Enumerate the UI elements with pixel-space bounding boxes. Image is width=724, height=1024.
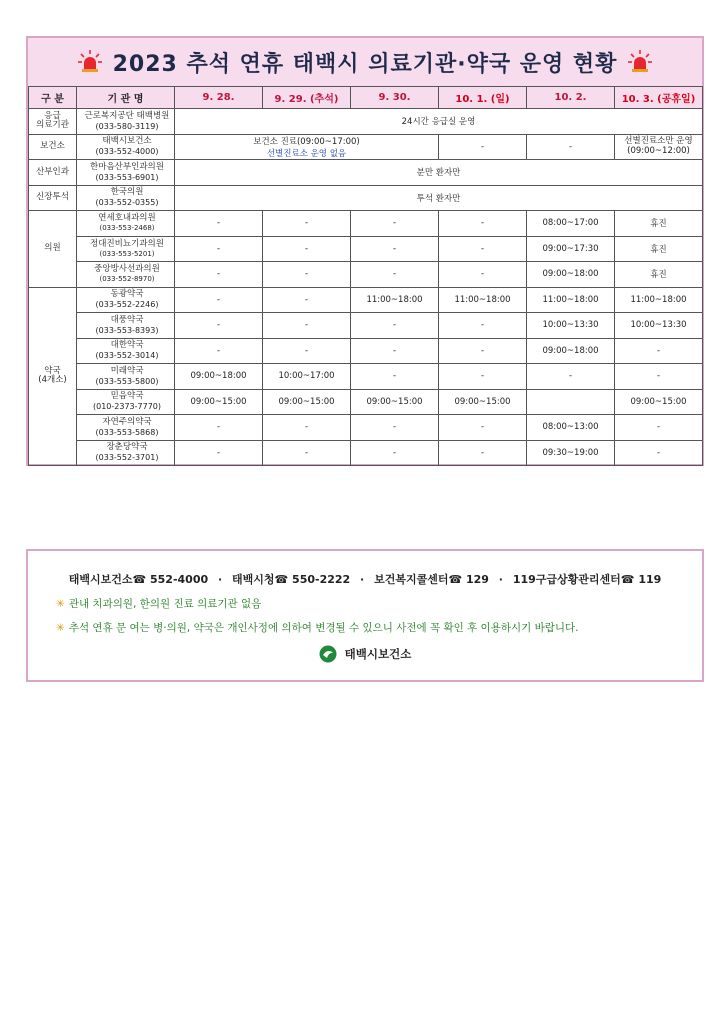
table-row <box>29 211 703 237</box>
schedule-cell: - <box>263 211 351 237</box>
institution-cell <box>77 338 175 364</box>
institution-cell <box>77 287 175 313</box>
note-text: 관내 치과의원, 한의원 진료 의료기관 없음 <box>68 598 262 610</box>
page-title: 2023 추석 연휴 태백시 의료기관·약국 운영 현황 <box>112 51 618 77</box>
schedule-cell: 휴진 <box>615 262 703 288</box>
schedule-cell: - <box>439 313 527 339</box>
institution-name: 대한약국 <box>110 340 144 351</box>
span-note: 선별진료소 운영 없음 <box>266 148 347 159</box>
contact-health-center: 태백시보건소☎ 552-4000 <box>68 573 209 586</box>
institution-cell <box>77 134 175 160</box>
schedule-cell: 선별진료소만 운영 (09:00~12:00) <box>615 134 703 160</box>
schedule-span-cell: 24시간 응급실 운영 <box>175 109 703 135</box>
institution-name: 근로복지공단 태백병원 <box>84 110 170 121</box>
institution-phone: (033-552-3701) <box>95 453 159 463</box>
table-row <box>29 262 703 288</box>
schedule-cell: 10:00~13:30 <box>615 313 703 339</box>
siren-icon <box>627 49 653 75</box>
institution-phone: (010-2373-7770) <box>92 402 161 412</box>
table-header-row <box>29 87 703 109</box>
schedule-cell: 09:00~18:00 <box>527 338 615 364</box>
contact-line <box>28 571 702 587</box>
contact-welfare-call: 보건복지콜센터☎ 129 <box>374 573 489 586</box>
table-row <box>29 160 703 186</box>
institution-phone: (033-553-6901) <box>95 172 159 182</box>
institution-cell <box>77 160 175 186</box>
institution-cell <box>77 415 175 441</box>
schedule-cell: - <box>439 364 527 390</box>
schedule-cell: - <box>351 313 439 339</box>
institution-phone: (033-553-2468) <box>99 224 155 233</box>
header-date: 10. 3. (공휴일) <box>615 87 703 109</box>
table-row <box>29 440 703 466</box>
schedule-cell: - <box>263 287 351 313</box>
schedule-cell: - <box>351 236 439 262</box>
institution-phone: (033-552-2246) <box>95 300 159 310</box>
institution-name: 대풍약국 <box>110 314 144 325</box>
schedule-cell: - <box>439 262 527 288</box>
schedule-cell: - <box>175 236 263 262</box>
note-item <box>28 596 702 611</box>
footer-org-name: 태백시보건소 <box>344 647 412 661</box>
institution-cell <box>77 364 175 390</box>
institution-cell <box>77 389 175 415</box>
note-item <box>28 620 702 635</box>
schedule-cell: 08:00~13:00 <box>527 415 615 441</box>
schedule-cell: 09:00~15:00 <box>439 389 527 415</box>
schedule-cell <box>527 389 615 415</box>
category-cell: 신장투석 <box>29 185 77 211</box>
table-row <box>29 313 703 339</box>
schedule-cell: - <box>439 236 527 262</box>
schedule-cell: 휴진 <box>615 236 703 262</box>
schedule-cell: - <box>615 338 703 364</box>
span-text: 보건소 진료(09:00~17:00) <box>253 136 360 147</box>
category-cell: 보건소 <box>29 134 77 160</box>
schedule-cell: - <box>263 440 351 466</box>
institution-cell <box>77 185 175 211</box>
table-row <box>29 415 703 441</box>
schedule-cell: 09:00~17:30 <box>527 236 615 262</box>
schedule-cell: - <box>263 338 351 364</box>
institution-name: 장춘당약국 <box>106 442 148 453</box>
schedule-cell: 09:00~15:00 <box>615 389 703 415</box>
schedule-cell: 09:00~15:00 <box>175 389 263 415</box>
schedule-cell: - <box>351 440 439 466</box>
schedule-cell: - <box>175 287 263 313</box>
category-cell: 산부인과 <box>29 160 77 186</box>
header-date: 10. 2. <box>527 87 615 109</box>
institution-cell <box>77 440 175 466</box>
siren-icon <box>77 49 103 75</box>
schedule-cell: - <box>175 440 263 466</box>
schedule-cell: 10:00~17:00 <box>263 364 351 390</box>
schedule-span-cell: 분만 환자만 <box>175 160 703 186</box>
institution-name: 한국의원 <box>110 187 144 198</box>
contact-separator: · <box>498 573 503 586</box>
institution-phone: (033-580-3119) <box>95 121 159 131</box>
schedule-cell: 11:00~18:00 <box>615 287 703 313</box>
schedule-cell: - <box>263 415 351 441</box>
institution-phone: (033-552-4000) <box>95 147 159 157</box>
table-row <box>29 364 703 390</box>
schedule-cell: - <box>615 364 703 390</box>
category-cell: 의원 <box>29 211 77 288</box>
category-cell: 약국 (4개소) <box>29 287 77 466</box>
schedule-cell: - <box>527 364 615 390</box>
schedule-cell: - <box>175 313 263 339</box>
schedule-cell: - <box>351 262 439 288</box>
institution-name: 태백시보건소 <box>102 136 152 147</box>
footer-logo <box>28 645 702 663</box>
info-box <box>26 549 704 682</box>
institution-name: 동광약국 <box>110 289 144 300</box>
schedule-cell: - <box>615 415 703 441</box>
institution-phone: (033-552-8970) <box>99 275 155 284</box>
schedule-cell: - <box>439 415 527 441</box>
header-date: 9. 28. <box>175 87 263 109</box>
institution-name: 중앙방사선과의원 <box>94 264 160 275</box>
schedule-cell: - <box>175 338 263 364</box>
schedule-span-cell: 투석 환자만 <box>175 185 703 211</box>
institution-phone: (033-553-5201) <box>99 249 155 258</box>
schedule-cell: 휴진 <box>615 211 703 237</box>
schedule-cell: - <box>439 440 527 466</box>
schedule-panel <box>26 36 704 466</box>
institution-name: 한마음산부인과의원 <box>90 161 164 172</box>
schedule-cell: 10:00~13:30 <box>527 313 615 339</box>
schedule-cell: 09:00~15:00 <box>351 389 439 415</box>
institution-cell <box>77 211 175 237</box>
institution-cell <box>77 236 175 262</box>
star-icon: ✳ <box>56 622 65 634</box>
schedule-cell: - <box>439 211 527 237</box>
header-institution: 기 관 명 <box>77 87 175 109</box>
institution-phone: (033-552-0355) <box>95 198 159 208</box>
health-center-logo-icon <box>319 645 337 663</box>
schedule-cell: - <box>351 415 439 441</box>
contact-city-hall: 태백시청☎ 550-2222 <box>232 573 351 586</box>
header-date: 10. 1. (일) <box>439 87 527 109</box>
table-row <box>29 287 703 313</box>
header-date: 9. 29. (추석) <box>263 87 351 109</box>
schedule-cell: - <box>175 211 263 237</box>
schedule-cell: - <box>351 211 439 237</box>
schedule-cell: - <box>351 364 439 390</box>
schedule-cell: - <box>439 338 527 364</box>
institution-cell <box>77 313 175 339</box>
title-bar <box>28 38 702 86</box>
schedule-cell: - <box>351 338 439 364</box>
schedule-span-cell <box>175 134 439 160</box>
schedule-cell: - <box>263 236 351 262</box>
institution-phone: (033-553-5800) <box>95 376 159 386</box>
schedule-cell: - <box>263 313 351 339</box>
schedule-cell: - <box>175 415 263 441</box>
schedule-cell: 11:00~18:00 <box>351 287 439 313</box>
table-row <box>29 338 703 364</box>
schedule-cell: 09:30~19:00 <box>527 440 615 466</box>
institution-name: 믿음약국 <box>110 391 144 402</box>
institution-name: 미래약국 <box>110 365 144 376</box>
contact-separator: · <box>360 573 365 586</box>
header-date: 9. 30. <box>351 87 439 109</box>
header-category: 구 분 <box>29 87 77 109</box>
schedule-table <box>28 86 703 466</box>
schedule-cell: 08:00~17:00 <box>527 211 615 237</box>
table-row <box>29 185 703 211</box>
contact-119: 119구급상황관리센터☎ 119 <box>512 573 662 586</box>
schedule-cell: - <box>527 134 615 160</box>
table-row <box>29 109 703 135</box>
institution-phone: (033-552-3014) <box>95 351 159 361</box>
institution-cell <box>77 262 175 288</box>
institution-name: 연세호내과의원 <box>98 213 156 224</box>
schedule-cell: 11:00~18:00 <box>439 287 527 313</box>
institution-phone: (033-553-5868) <box>95 427 159 437</box>
schedule-cell: 09:00~18:00 <box>527 262 615 288</box>
star-icon: ✳ <box>56 598 65 610</box>
table-row <box>29 134 703 160</box>
schedule-cell: - <box>615 440 703 466</box>
institution-name: 자연주의약국 <box>102 416 152 427</box>
schedule-cell: - <box>263 262 351 288</box>
table-row <box>29 389 703 415</box>
table-row <box>29 236 703 262</box>
schedule-cell: 11:00~18:00 <box>527 287 615 313</box>
schedule-cell: - <box>439 134 527 160</box>
schedule-cell: 09:00~15:00 <box>263 389 351 415</box>
institution-cell <box>77 109 175 135</box>
note-text: 추석 연휴 문 여는 병·의원, 약국은 개인사정에 의하여 변경될 수 있으니 사전에 꼭 확인 후 이용하시기 바랍니다. <box>68 622 579 634</box>
schedule-cell: - <box>175 262 263 288</box>
schedule-cell: 09:00~18:00 <box>175 364 263 390</box>
institution-name: 정대진비뇨기과의원 <box>90 238 164 249</box>
contact-separator: · <box>217 573 223 586</box>
institution-phone: (033-553-8393) <box>95 325 159 335</box>
category-cell: 응급 의료기관 <box>29 109 77 135</box>
